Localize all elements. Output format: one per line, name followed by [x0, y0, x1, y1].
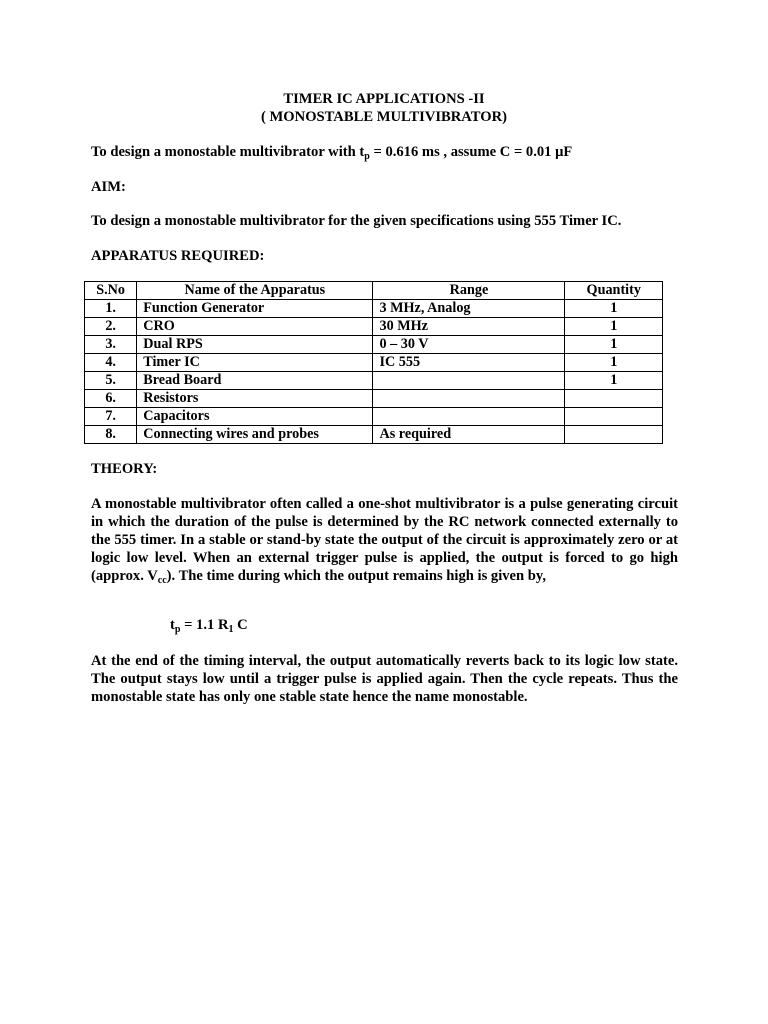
- aim-text: To design a monostable multivibrator for the given specifications using 555 Timer IC.: [91, 213, 622, 229]
- cell-quantity: 1: [565, 300, 663, 318]
- cell-name: Connecting wires and probes: [137, 426, 373, 444]
- theory-paragraph-2: At the end of the timing interval, the output automatically reverts back to its logic low state. The output stays low until a trigger pulse is applied again. Then the cycle repeats. Thus the monostable state has only one stable state hence the name monostable.: [91, 653, 678, 705]
- formula: [170, 617, 248, 634]
- cell-sno: 3.: [85, 336, 137, 354]
- cell-name: Timer IC: [137, 354, 373, 372]
- cell-quantity: 1: [565, 354, 663, 372]
- theory-paragraph-1-sub: cc: [157, 575, 167, 586]
- cell-quantity: 1: [565, 372, 663, 390]
- cell-quantity: [565, 408, 663, 426]
- cell-name: Capacitors: [137, 408, 373, 426]
- formula-end: C: [233, 617, 248, 633]
- cell-range: [373, 372, 565, 390]
- cell-sno: 2.: [85, 318, 137, 336]
- cell-sno: 8.: [85, 426, 137, 444]
- cell-sno: 6.: [85, 390, 137, 408]
- cell-quantity: [565, 390, 663, 408]
- cell-range: As required: [373, 426, 565, 444]
- table-row: [85, 372, 663, 390]
- table-row: [85, 408, 663, 426]
- formula-t: t: [170, 617, 175, 633]
- theory-heading: THEORY:: [91, 461, 158, 477]
- formula-r-sub: 1: [228, 624, 234, 635]
- theory-paragraph-1-text-a: A monostable multivibrator often called a one-shot multivibrator is a pulse generating circuit in which the duration of the pulse is determined by the RC network connected externally to the 555 timer. In a stable or stand-by state the output of the circuit is approximately zero or at logic low level. When an external trigger pulse is applied, the output is forced to go high (approx. V: [91, 496, 678, 584]
- cell-name: Dual RPS: [137, 336, 373, 354]
- page-title: TIMER IC APPLICATIONS -II: [283, 91, 485, 107]
- theory-paragraph-1: [91, 495, 678, 585]
- apparatus-heading: APPARATUS REQUIRED:: [91, 248, 265, 264]
- formula-mid: = 1.1 R: [180, 617, 229, 633]
- design-statement: [91, 144, 572, 161]
- table-row: [85, 426, 663, 444]
- column-header-range: Range: [373, 282, 565, 300]
- cell-sno: 5.: [85, 372, 137, 390]
- cell-sno: 4.: [85, 354, 137, 372]
- apparatus-table: [84, 281, 663, 444]
- design-statement-suffix: = 0.616 ms , assume C = 0.01 μF: [369, 144, 573, 160]
- column-header-sno: S.No: [85, 282, 137, 300]
- table-row: [85, 390, 663, 408]
- table-row: [85, 336, 663, 354]
- cell-range: 30 MHz: [373, 318, 565, 336]
- design-statement-prefix: To design a monostable multivibrator with t: [91, 144, 365, 160]
- cell-range: [373, 408, 565, 426]
- design-statement-sub: p: [364, 151, 370, 162]
- column-header-name: Name of the Apparatus: [137, 282, 373, 300]
- table-row: [85, 300, 663, 318]
- cell-sno: 7.: [85, 408, 137, 426]
- cell-range: 3 MHz, Analog: [373, 300, 565, 318]
- cell-quantity: 1: [565, 318, 663, 336]
- cell-quantity: 1: [565, 336, 663, 354]
- cell-sno: 1.: [85, 300, 137, 318]
- cell-name: Function Generator: [137, 300, 373, 318]
- cell-name: Bread Board: [137, 372, 373, 390]
- theory-paragraph-1-text-b: ). The time during which the output remains high is given by,: [166, 568, 547, 584]
- cell-name: Resistors: [137, 390, 373, 408]
- cell-name: CRO: [137, 318, 373, 336]
- table-row: [85, 354, 663, 372]
- cell-range: [373, 390, 565, 408]
- cell-quantity: [565, 426, 663, 444]
- table-row: [85, 318, 663, 336]
- cell-range: IC 555: [373, 354, 565, 372]
- cell-range: 0 – 30 V: [373, 336, 565, 354]
- formula-t-sub: p: [174, 624, 181, 635]
- column-header-quantity: Quantity: [565, 282, 663, 300]
- table-header-row: [85, 282, 663, 300]
- aim-heading: AIM:: [91, 179, 126, 195]
- page-subtitle: ( MONOSTABLE MULTIVIBRATOR): [261, 109, 507, 125]
